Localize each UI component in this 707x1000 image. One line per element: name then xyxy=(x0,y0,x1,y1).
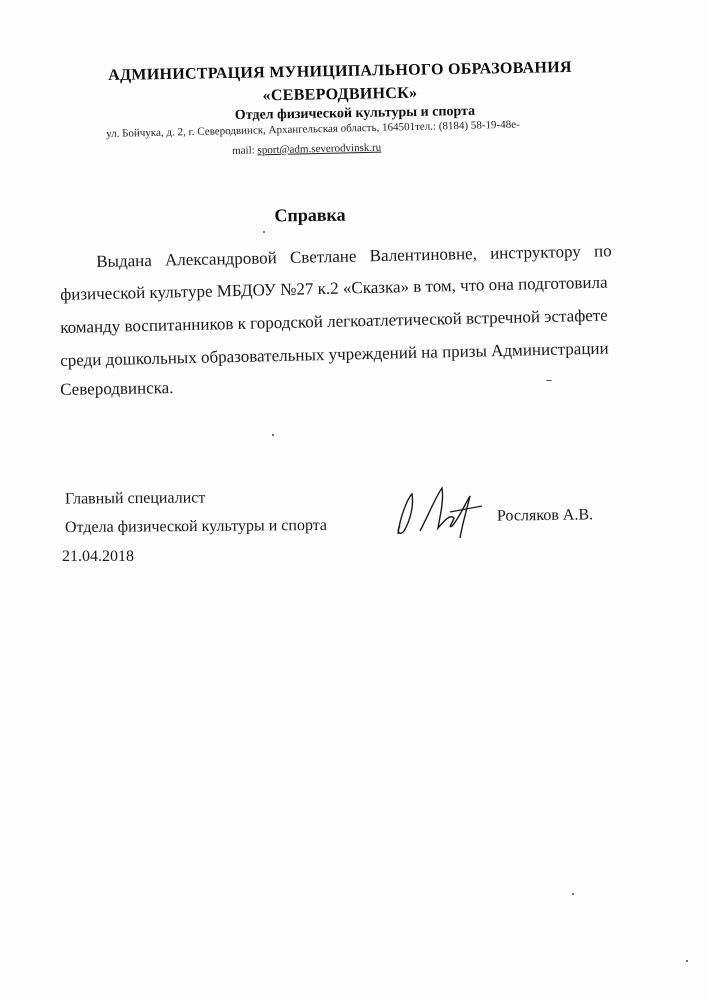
email-link[interactable]: sport@adm.severodvinsk.ru xyxy=(257,141,382,157)
document-title: Справка xyxy=(274,204,346,226)
scan-speck xyxy=(686,960,688,962)
email-prefix: mail: xyxy=(232,144,258,157)
document-date: 21.04.2018 xyxy=(62,548,134,565)
scan-speck xyxy=(546,380,552,381)
header-address: ул. Бойчука, д. 2, г. Северодвинск, Архангельская область, 164501тел.: (8184) 58-19-48е- xyxy=(106,118,520,140)
scan-speck xyxy=(572,893,574,895)
body-line: команду воспитанников к городской легкоатлетической встречной эстафете xyxy=(60,305,608,337)
handwritten-signature-icon xyxy=(390,476,490,546)
body-line: Северодвинска. xyxy=(60,378,174,399)
header-email-line xyxy=(232,142,381,157)
header-city: «СЕВЕРОДВИНСК» xyxy=(262,84,418,105)
body-line: среди дошкольных образовательных учреждений на призы Администрации xyxy=(60,338,609,370)
scan-speck xyxy=(272,434,274,436)
header-organization: АДМИНИСТРАЦИЯ МУНИЦИПАЛЬНОГО ОБРАЗОВАНИЯ xyxy=(108,58,572,85)
signer-position: Главный специалист xyxy=(64,489,206,508)
scan-speck xyxy=(263,231,265,233)
signer-name: Росляков А.В. xyxy=(496,506,594,525)
body-line: физической культуре МБДОУ №27 к.2 «Сказка» в том, что она подготовила xyxy=(60,272,608,304)
signer-department: Отдела физической культуры и спорта xyxy=(64,516,328,537)
body-line: Выдана Александровой Светлане Валентиновне, инструктору по xyxy=(96,241,612,271)
header-department: Отдел физической культуры и спорта xyxy=(234,103,476,124)
